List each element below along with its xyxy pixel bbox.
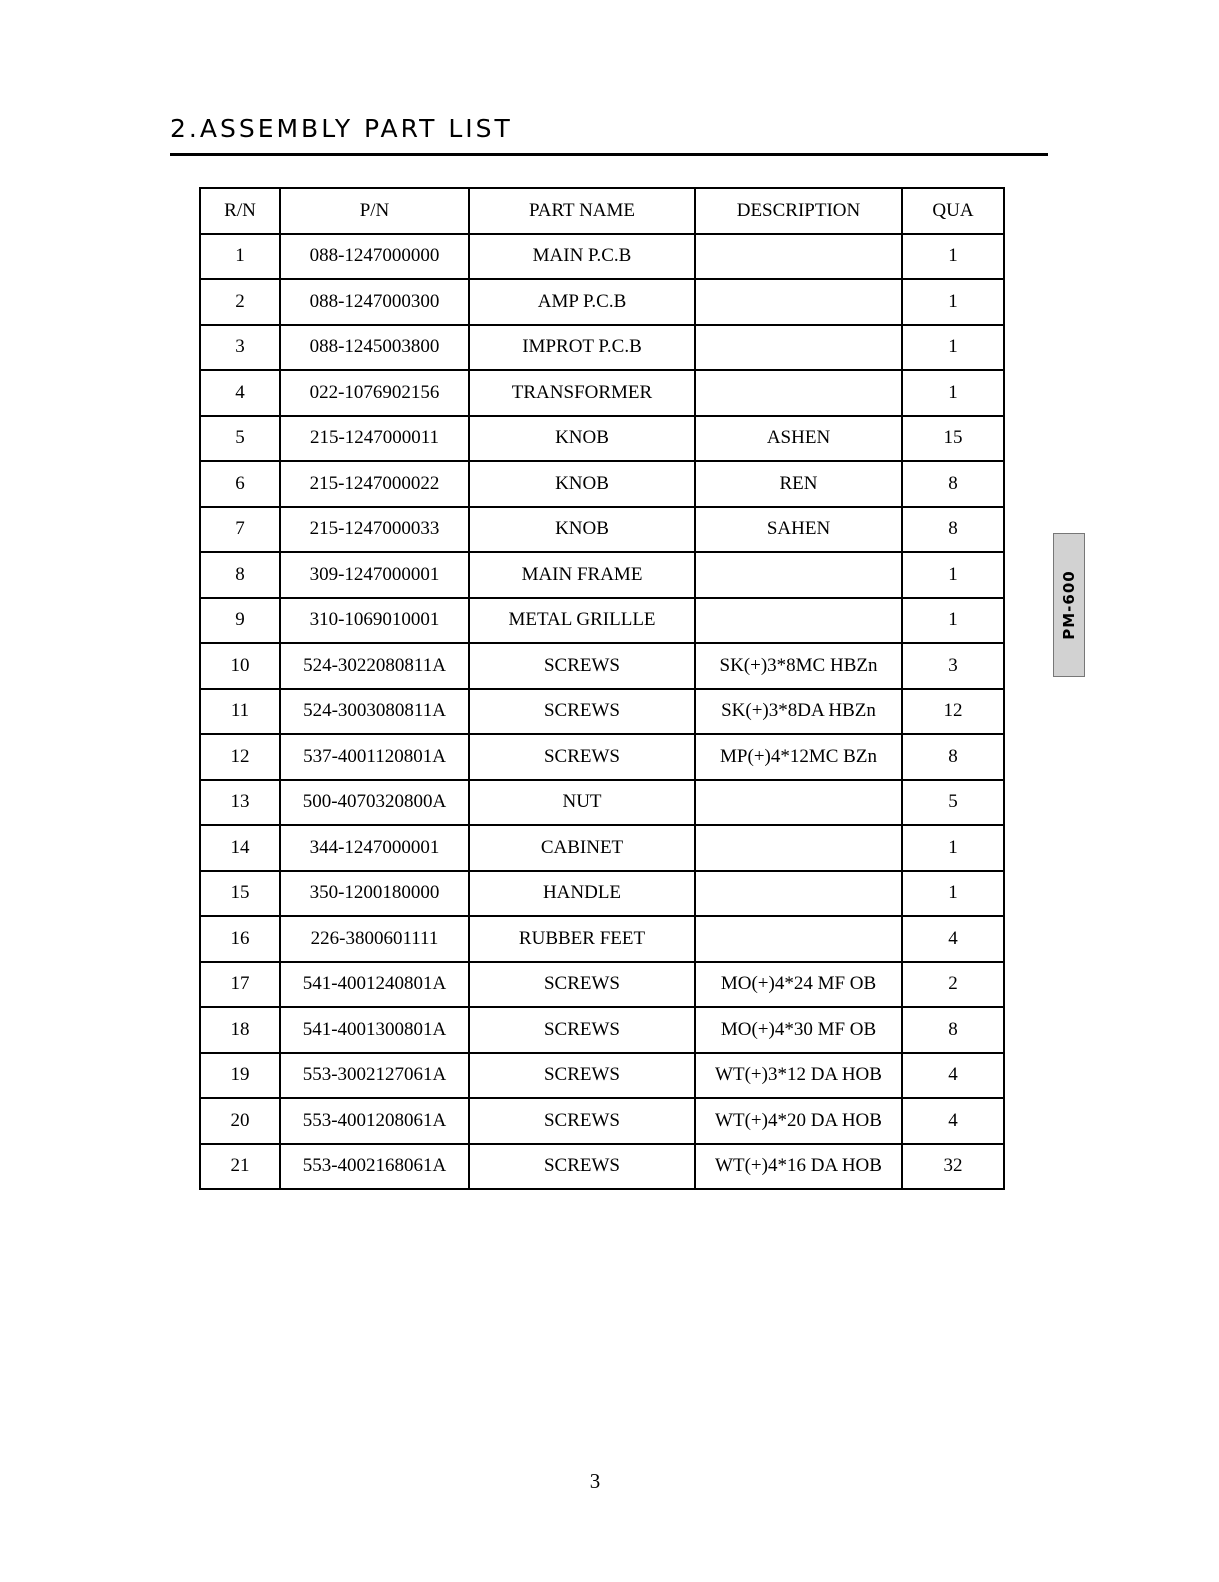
- assembly-part-list-table: [199, 187, 1005, 1190]
- cell-rn: 14: [200, 825, 280, 871]
- cell-part-name: KNOB: [469, 507, 695, 553]
- cell-part-name: RUBBER FEET: [469, 916, 695, 962]
- cell-pn: 022-1076902156: [280, 370, 469, 416]
- cell-description: SK(+)3*8DA HBZn: [695, 689, 902, 735]
- cell-pn: 088-1247000000: [280, 234, 469, 280]
- cell-pn: 215-1247000033: [280, 507, 469, 553]
- cell-pn: 350-1200180000: [280, 871, 469, 917]
- cell-pn: 524-3022080811A: [280, 643, 469, 689]
- header-part-name: PART NAME: [469, 188, 695, 234]
- cell-part-name: SCREWS: [469, 1007, 695, 1053]
- cell-pn: 309-1247000001: [280, 552, 469, 598]
- table-row: [200, 461, 1004, 507]
- cell-description: [695, 825, 902, 871]
- cell-rn: 19: [200, 1053, 280, 1099]
- table-row: [200, 1007, 1004, 1053]
- table-row: [200, 1053, 1004, 1099]
- cell-rn: 4: [200, 370, 280, 416]
- cell-part-name: KNOB: [469, 416, 695, 462]
- cell-qua: 15: [902, 416, 1004, 462]
- cell-pn: 553-4002168061A: [280, 1144, 469, 1190]
- table-row: [200, 234, 1004, 280]
- cell-description: SK(+)3*8MC HBZn: [695, 643, 902, 689]
- table-row: [200, 279, 1004, 325]
- cell-qua: 2: [902, 962, 1004, 1008]
- cell-part-name: MAIN P.C.B: [469, 234, 695, 280]
- cell-pn: 088-1245003800: [280, 325, 469, 371]
- cell-pn: 553-4001208061A: [280, 1098, 469, 1144]
- cell-pn: 215-1247000022: [280, 461, 469, 507]
- cell-qua: 1: [902, 871, 1004, 917]
- cell-description: [695, 916, 902, 962]
- table-row: [200, 962, 1004, 1008]
- table-row: [200, 507, 1004, 553]
- cell-rn: 3: [200, 325, 280, 371]
- cell-description: [695, 552, 902, 598]
- cell-pn: 553-3002127061A: [280, 1053, 469, 1099]
- cell-part-name: SCREWS: [469, 734, 695, 780]
- table-row: [200, 325, 1004, 371]
- table-row: [200, 825, 1004, 871]
- cell-qua: 1: [902, 325, 1004, 371]
- cell-description: WT(+)4*20 DA HOB: [695, 1098, 902, 1144]
- cell-qua: 3: [902, 643, 1004, 689]
- cell-pn: 310-1069010001: [280, 598, 469, 644]
- cell-description: [695, 598, 902, 644]
- table-row: [200, 1144, 1004, 1190]
- table-body: [200, 234, 1004, 1190]
- cell-pn: 226-3800601111: [280, 916, 469, 962]
- header-rn: R/N: [200, 188, 280, 234]
- table-row: [200, 734, 1004, 780]
- cell-description: MP(+)4*12MC BZn: [695, 734, 902, 780]
- cell-rn: 5: [200, 416, 280, 462]
- cell-rn: 8: [200, 552, 280, 598]
- cell-description: WT(+)3*12 DA HOB: [695, 1053, 902, 1099]
- cell-qua: 8: [902, 507, 1004, 553]
- cell-rn: 12: [200, 734, 280, 780]
- cell-qua: 1: [902, 552, 1004, 598]
- cell-part-name: SCREWS: [469, 1098, 695, 1144]
- cell-description: SAHEN: [695, 507, 902, 553]
- cell-qua: 8: [902, 1007, 1004, 1053]
- cell-pn: 541-4001300801A: [280, 1007, 469, 1053]
- cell-qua: 1: [902, 825, 1004, 871]
- cell-rn: 9: [200, 598, 280, 644]
- table-header-row: [200, 188, 1004, 234]
- cell-qua: 1: [902, 370, 1004, 416]
- cell-rn: 16: [200, 916, 280, 962]
- header-pn: P/N: [280, 188, 469, 234]
- cell-qua: 32: [902, 1144, 1004, 1190]
- table-row: [200, 643, 1004, 689]
- cell-pn: 500-4070320800A: [280, 780, 469, 826]
- table-row: [200, 780, 1004, 826]
- cell-rn: 6: [200, 461, 280, 507]
- header-description: DESCRIPTION: [695, 188, 902, 234]
- cell-description: REN: [695, 461, 902, 507]
- cell-rn: 2: [200, 279, 280, 325]
- cell-part-name: AMP P.C.B: [469, 279, 695, 325]
- cell-qua: 8: [902, 461, 1004, 507]
- cell-part-name: METAL GRILLLE: [469, 598, 695, 644]
- cell-part-name: MAIN FRAME: [469, 552, 695, 598]
- table-row: [200, 370, 1004, 416]
- cell-qua: 4: [902, 1053, 1004, 1099]
- cell-rn: 1: [200, 234, 280, 280]
- table-row: [200, 689, 1004, 735]
- cell-part-name: SCREWS: [469, 1144, 695, 1190]
- cell-qua: 12: [902, 689, 1004, 735]
- cell-rn: 21: [200, 1144, 280, 1190]
- cell-rn: 17: [200, 962, 280, 1008]
- cell-part-name: IMPROT P.C.B: [469, 325, 695, 371]
- cell-part-name: CABINET: [469, 825, 695, 871]
- table-row: [200, 552, 1004, 598]
- cell-description: [695, 780, 902, 826]
- cell-description: MO(+)4*30 MF OB: [695, 1007, 902, 1053]
- cell-part-name: KNOB: [469, 461, 695, 507]
- cell-rn: 18: [200, 1007, 280, 1053]
- cell-rn: 7: [200, 507, 280, 553]
- cell-part-name: NUT: [469, 780, 695, 826]
- cell-description: [695, 871, 902, 917]
- cell-pn: 541-4001240801A: [280, 962, 469, 1008]
- cell-description: [695, 370, 902, 416]
- cell-part-name: HANDLE: [469, 871, 695, 917]
- model-side-tab: [1053, 533, 1085, 677]
- cell-pn: 088-1247000300: [280, 279, 469, 325]
- cell-part-name: SCREWS: [469, 689, 695, 735]
- cell-description: [695, 325, 902, 371]
- table-row: [200, 598, 1004, 644]
- cell-part-name: TRANSFORMER: [469, 370, 695, 416]
- cell-qua: 1: [902, 279, 1004, 325]
- cell-qua: 8: [902, 734, 1004, 780]
- cell-part-name: SCREWS: [469, 1053, 695, 1099]
- table-row: [200, 871, 1004, 917]
- table-row: [200, 416, 1004, 462]
- cell-pn: 215-1247000011: [280, 416, 469, 462]
- table-row: [200, 1098, 1004, 1144]
- cell-description: MO(+)4*24 MF OB: [695, 962, 902, 1008]
- page-number: 3: [589, 1469, 601, 1493]
- cell-part-name: SCREWS: [469, 962, 695, 1008]
- cell-rn: 20: [200, 1098, 280, 1144]
- cell-qua: 1: [902, 598, 1004, 644]
- cell-qua: 4: [902, 916, 1004, 962]
- cell-rn: 13: [200, 780, 280, 826]
- page-title: 2.ASSEMBLY PART LIST: [170, 114, 513, 143]
- cell-pn: 524-3003080811A: [280, 689, 469, 735]
- cell-pn: 344-1247000001: [280, 825, 469, 871]
- header-qua: QUA: [902, 188, 1004, 234]
- cell-rn: 10: [200, 643, 280, 689]
- cell-description: [695, 234, 902, 280]
- table-row: [200, 916, 1004, 962]
- cell-qua: 5: [902, 780, 1004, 826]
- cell-rn: 11: [200, 689, 280, 735]
- cell-part-name: SCREWS: [469, 643, 695, 689]
- cell-description: ASHEN: [695, 416, 902, 462]
- model-label: PM-600: [1060, 570, 1078, 640]
- cell-qua: 4: [902, 1098, 1004, 1144]
- cell-rn: 15: [200, 871, 280, 917]
- cell-description: [695, 279, 902, 325]
- cell-description: WT(+)4*16 DA HOB: [695, 1144, 902, 1190]
- cell-pn: 537-4001120801A: [280, 734, 469, 780]
- title-underline: [170, 153, 1048, 156]
- cell-qua: 1: [902, 234, 1004, 280]
